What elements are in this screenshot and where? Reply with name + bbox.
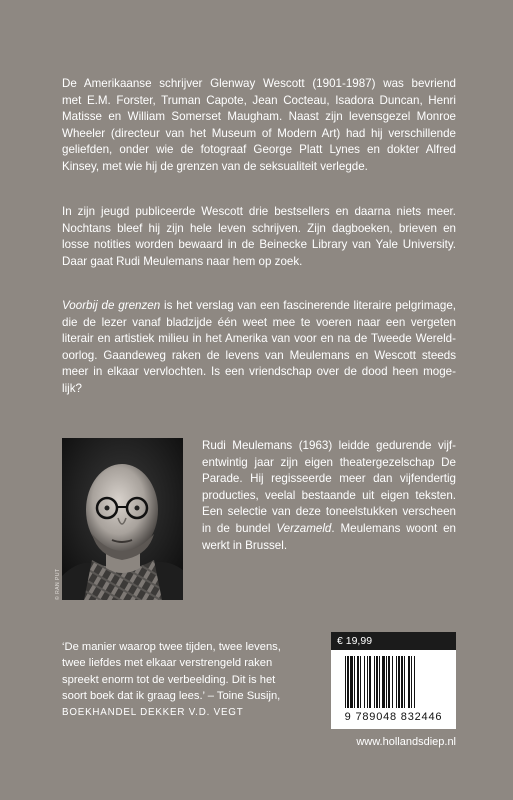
blurb-paragraph-3 (62, 298, 456, 398)
barcode-bar (382, 656, 385, 708)
book-title-italic: Voorbij de grenzen (62, 299, 161, 312)
barcode-bar (408, 656, 410, 708)
bio-text: in de bundel (202, 521, 277, 535)
barcode-bar (392, 656, 393, 708)
quote-line: spreekt enorm tot de verbeelding. Dit is het (62, 673, 276, 686)
quote-line: ‘De manier waarop twee tijden, twee levens, (62, 641, 281, 653)
blurb-line: die de lezer vanaf bladzijde één weet mee te voeren naar een vergeten (62, 315, 456, 329)
bio-line: Parade. Hij regisseerde meer dan vijfendertig (202, 472, 456, 486)
barcode-bar (396, 656, 397, 708)
blurb-line: met E.M. Forster, Truman Capote, Jean Cocteau, Isadora Duncan, Henri (62, 93, 456, 107)
barcode-bar (367, 656, 368, 708)
barcode-bar (364, 656, 365, 708)
bio-line: entwintig jaar zijn eigen theatergezelschap De (202, 455, 456, 469)
bio-line: werkt in Brussel. (202, 538, 288, 552)
barcode-bar (347, 656, 349, 708)
bio-text: . Meulemans woont en (331, 521, 456, 535)
review-quote (62, 639, 317, 721)
price-label: € 19,99 (331, 632, 456, 650)
bio-line (202, 521, 456, 538)
barcode-bar (401, 656, 403, 708)
blurb-line: De Amerikaanse schrijver Glenway Wescott (1901-1987) was bevriend (62, 77, 456, 90)
blurb-line: oorlog. Gaandeweg raken de levens van Meulemans en Wescott steeds (62, 348, 456, 362)
barcode-bar (360, 656, 361, 708)
bio-line: Rudi Meulemans (1963) leidde gedurende vijf- (202, 439, 456, 452)
blurb-paragraph-1 (62, 76, 456, 176)
blurb-line: meer in elkaar vervlochten. Is een vriendschap over de dood heen moge- (62, 365, 456, 379)
barcode-bar (354, 656, 355, 708)
barcode-bar (388, 656, 390, 708)
photo-credit: © RAN PUT (55, 568, 61, 600)
blurb-line: literair en artistiek milieu in het Amerika van voor en na de Tweede Wereld- (62, 332, 456, 346)
blurb-line: Wheeler (directeur van het Museum of Modern Art) had hij verschillende (62, 126, 456, 140)
blurb-line: Nochtans bleef hij zijn hele leven schrijven. Zijn dagboeken, brieven en (62, 221, 456, 235)
bio-line: producties, veelal bestaande uit eigen teksten. (202, 488, 456, 502)
blurb-line (62, 298, 456, 315)
barcode-bar (398, 656, 400, 708)
isbn-number: 9 789048 832446 (344, 711, 443, 723)
bio-line: Een selectie van deze toneelstukken verscheen (202, 505, 456, 519)
blurb-line: Kinsey, met wie hij de grenzen van de seksualiteit verlegde. (62, 159, 368, 173)
barcode (331, 650, 456, 729)
bundle-title-italic: Verzameld (276, 521, 332, 535)
barcode-bar (386, 656, 387, 708)
quote-line: soort boek dat ik graag lees.’ – Toine Susijn, (62, 690, 281, 703)
quote-source: BOEKHANDEL DEKKER V.D. VEGT (62, 706, 244, 718)
barcode-bar (411, 656, 412, 708)
barcode-bar (350, 656, 353, 708)
barcode-bar (345, 656, 346, 708)
blurb-line: In zijn jeugd publiceerde Wescott drie bestsellers en daarna niets meer. (62, 205, 456, 218)
blurb-line: geliefden, onder wie de fotograaf George Platt Lynes en dokter Alfred (62, 143, 456, 157)
barcode-bar (357, 656, 359, 708)
barcode-bar (404, 656, 405, 708)
barcode-bar (369, 656, 371, 708)
publisher-website: www.hollandsdiep.nl (356, 736, 456, 748)
barcode-bar (414, 656, 415, 708)
blurb-line: Daar gaat Rudi Meulemans naar hem op zoek. (62, 254, 303, 268)
barcode-bar (379, 656, 380, 708)
barcode-bar (374, 656, 375, 708)
blurb-line: lijk? (62, 381, 82, 395)
blurb-line: Matisse en William Somerset Maugham. Naast zijn levensgezel Monroe (62, 110, 456, 124)
barcode-bar (376, 656, 378, 708)
barcode-bars (345, 656, 442, 712)
author-bio (202, 438, 456, 554)
blurb-line: losse notities worden bewaard in de Beinecke Library van Yale University. (62, 238, 456, 252)
quote-line: twee liefdes met elkaar verstrengeld raken (62, 657, 273, 670)
blurb-paragraph-2 (62, 204, 456, 270)
author-photo (62, 438, 183, 600)
blurb-text: is het verslag van een fascinerende literaire pelgrimage, (160, 299, 456, 312)
